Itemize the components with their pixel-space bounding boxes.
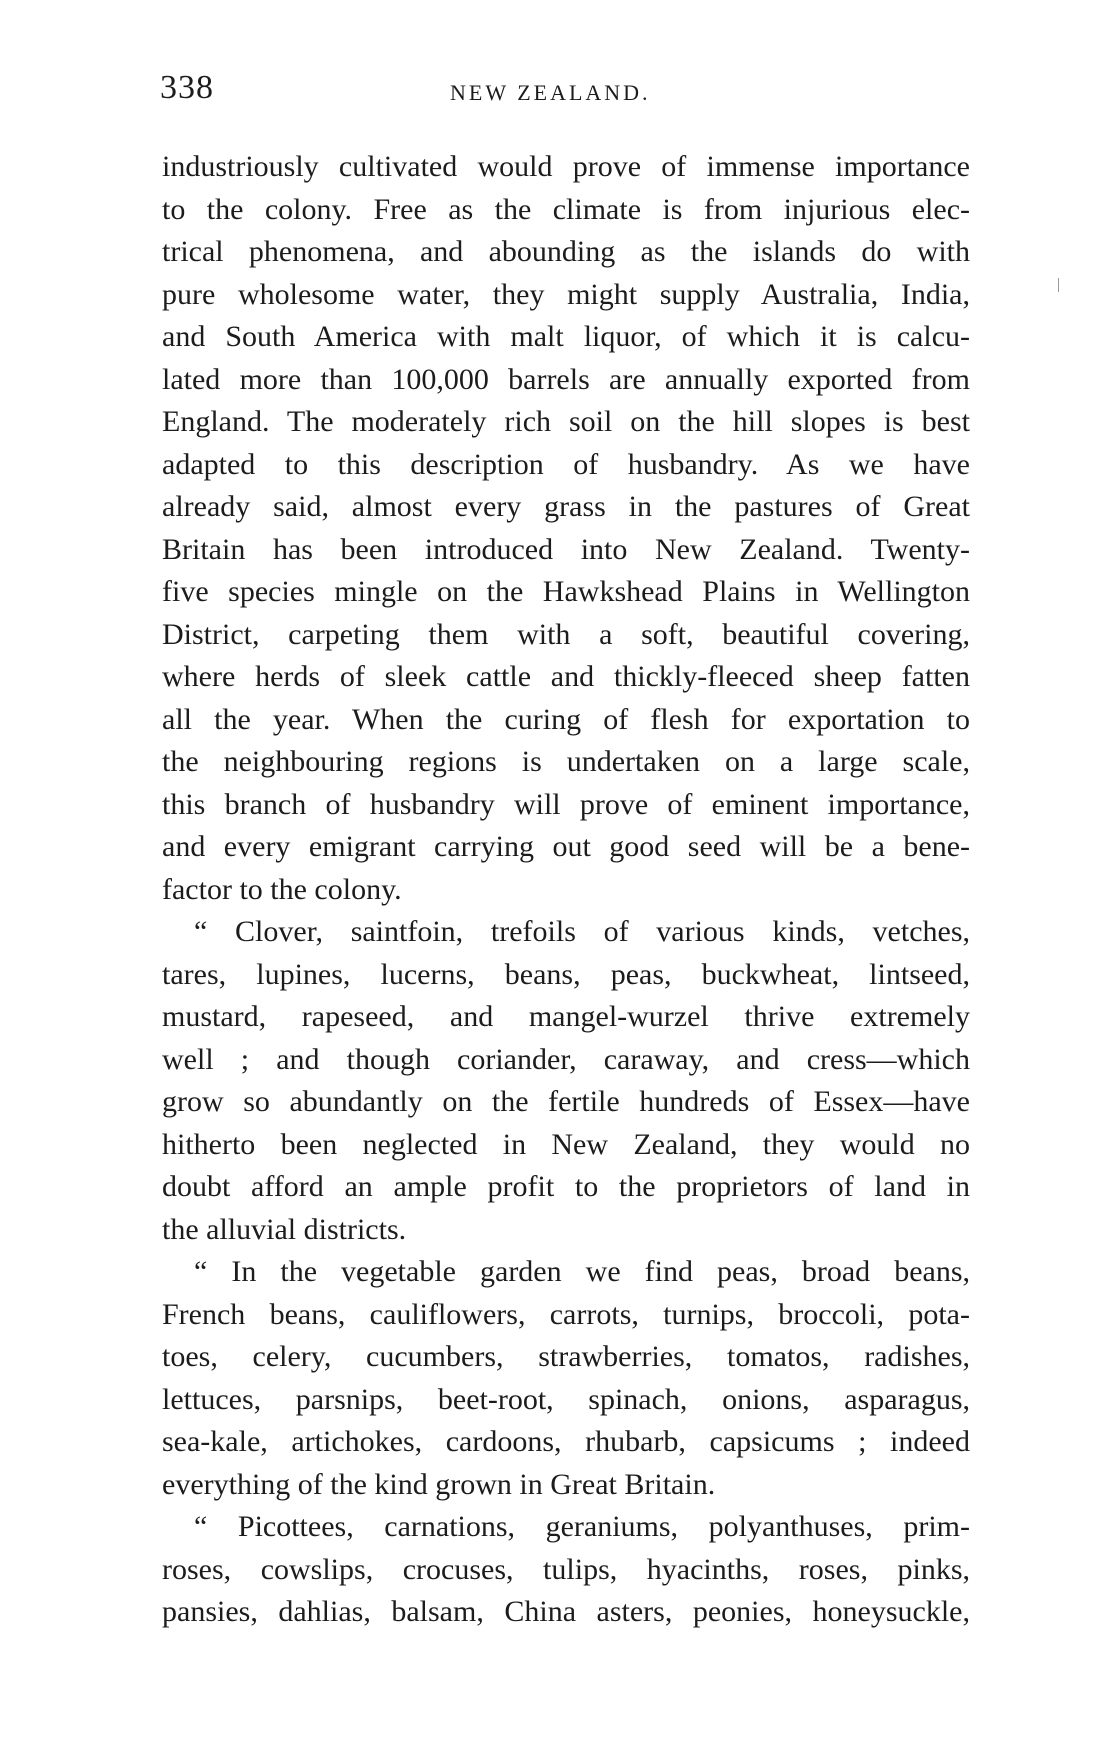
text-line: sea-kale, artichokes, cardoons, rhubarb, capsicums ; indeed <box>162 1425 970 1458</box>
text-line: the alluvial districts. <box>162 1212 407 1246</box>
text-line: roses, cowslips, crocuses, tulips, hyacinths, roses, pinks, <box>162 1552 970 1586</box>
text-line: Britain has been introduced into New Zealand. Twenty- <box>162 532 970 566</box>
text-line: England. The moderately rich soil on the hill slopes is best <box>162 405 970 438</box>
text-line: French beans, cauliflowers, carrots, turnips, broccoli, pota- <box>162 1297 970 1331</box>
text-line: doubt afford an ample profit to the proprietors of land in <box>162 1170 970 1203</box>
text-line: to the colony. Free as the climate is from injurious elec- <box>162 192 970 226</box>
text-line: lettuces, parsnips, beet-root, spinach, onions, asparagus, <box>162 1382 970 1416</box>
text-line: pansies, dahlias, balsam, China asters, peonies, honeysuckle, <box>162 1595 970 1628</box>
text-line: factor to the colony. <box>162 872 402 906</box>
margin-mark <box>1058 278 1059 292</box>
text-line: this branch of husbandry will prove of eminent importance, <box>162 787 970 821</box>
text-line: lated more than 100,000 barrels are annually exported from <box>162 362 970 396</box>
paragraph-start-line: “ In the vegetable garden we find peas, broad beans, <box>194 1255 970 1288</box>
body-text <box>162 146 970 1634</box>
text-line: District, carpeting them with a soft, beautiful covering, <box>162 617 970 651</box>
text-line: industriously cultivated would prove of immense importance <box>162 150 970 183</box>
text-line: adapted to this description of husbandry. As we have <box>162 447 970 481</box>
text-line: where herds of sleek cattle and thickly-fleeced sheep fatten <box>162 660 970 693</box>
text-line: mustard, rapeseed, and mangel-wurzel thrive extremely <box>162 1000 970 1033</box>
text-line: and South America with malt liquor, of which it is calcu- <box>162 320 970 353</box>
text-line: already said, almost every grass in the pastures of Great <box>162 490 970 523</box>
text-line: grow so abundantly on the fertile hundreds of Essex—have <box>162 1085 970 1118</box>
text-line: trical phenomena, and abounding as the islands do with <box>162 235 970 268</box>
text-line: tares, lupines, lucerns, beans, peas, buckwheat, lintseed, <box>162 957 970 991</box>
text-line: pure wholesome water, they might supply Australia, India, <box>162 277 970 311</box>
text-line: all the year. When the curing of flesh for exportation to <box>162 702 970 736</box>
paragraph-start-line: “ Picottees, carnations, geraniums, polyanthuses, prim- <box>194 1510 970 1543</box>
text-line: five species mingle on the Hawkshead Plains in Wellington <box>162 575 970 608</box>
text-line: everything of the kind grown in Great Britain. <box>162 1467 716 1501</box>
page-number: 338 <box>160 69 214 106</box>
text-line: the neighbouring regions is undertaken on a large scale, <box>162 745 970 778</box>
paragraph-start-line: “ Clover, saintfoin, trefoils of various kinds, vetches, <box>194 915 970 948</box>
running-title: NEW ZEALAND. <box>450 80 651 105</box>
text-line: well ; and though coriander, caraway, and cress—which <box>162 1042 970 1076</box>
text-line: toes, celery, cucumbers, strawberries, tomatos, radishes, <box>162 1340 970 1373</box>
text-line: and every emigrant carrying out good seed will be a bene- <box>162 830 970 863</box>
text-line: hitherto been neglected in New Zealand, they would no <box>162 1127 970 1161</box>
